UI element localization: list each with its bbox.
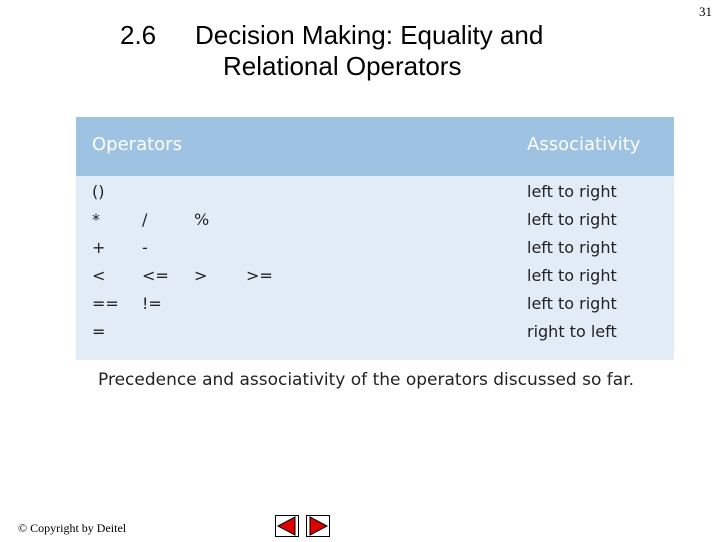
operator-cell: != — [142, 294, 162, 313]
associativity-cell: left to right — [527, 210, 617, 229]
operator-cell: >= — [246, 266, 273, 285]
table-row — [76, 262, 674, 290]
triangle-left-icon — [275, 515, 299, 537]
associativity-cell: left to right — [527, 266, 617, 285]
operator-cell: * — [92, 210, 100, 229]
operator-cell: + — [92, 238, 106, 257]
table-row — [76, 206, 674, 234]
previous-slide-button[interactable] — [275, 515, 299, 537]
title-line-1: Decision Making: Equality and — [195, 20, 544, 50]
operator-table — [76, 117, 674, 360]
associativity-cell: left to right — [527, 294, 617, 313]
table-header — [76, 117, 674, 176]
header-associativity: Associativity — [527, 134, 641, 155]
operator-cell: - — [142, 238, 148, 257]
operator-cell: = — [92, 322, 106, 341]
table-row — [76, 178, 674, 206]
table-caption: Precedence and associativity of the operators discussed so far. — [98, 370, 634, 390]
operator-cell: <= — [142, 266, 169, 285]
table-row — [76, 318, 674, 346]
associativity-cell: right to left — [527, 322, 617, 341]
slide-title — [195, 20, 655, 82]
associativity-cell: left to right — [527, 182, 617, 201]
copyright-text: © Copyright by Deitel — [18, 521, 127, 535]
operator-cell: / — [142, 210, 148, 229]
operator-cell: < — [92, 266, 106, 285]
next-slide-button[interactable] — [306, 515, 330, 537]
associativity-cell: left to right — [527, 238, 617, 257]
operator-cell: == — [92, 294, 119, 313]
operator-cell: > — [194, 266, 208, 285]
table-row — [76, 290, 674, 318]
section-number: 2.6 — [120, 20, 157, 50]
header-operators: Operators — [92, 134, 182, 155]
title-line-2: Relational Operators — [223, 51, 462, 81]
triangle-right-icon — [306, 515, 330, 537]
operator-cell: () — [92, 182, 105, 201]
slide-number: 31 — [699, 4, 712, 19]
operator-cell: % — [194, 210, 210, 229]
table-row — [76, 234, 674, 262]
